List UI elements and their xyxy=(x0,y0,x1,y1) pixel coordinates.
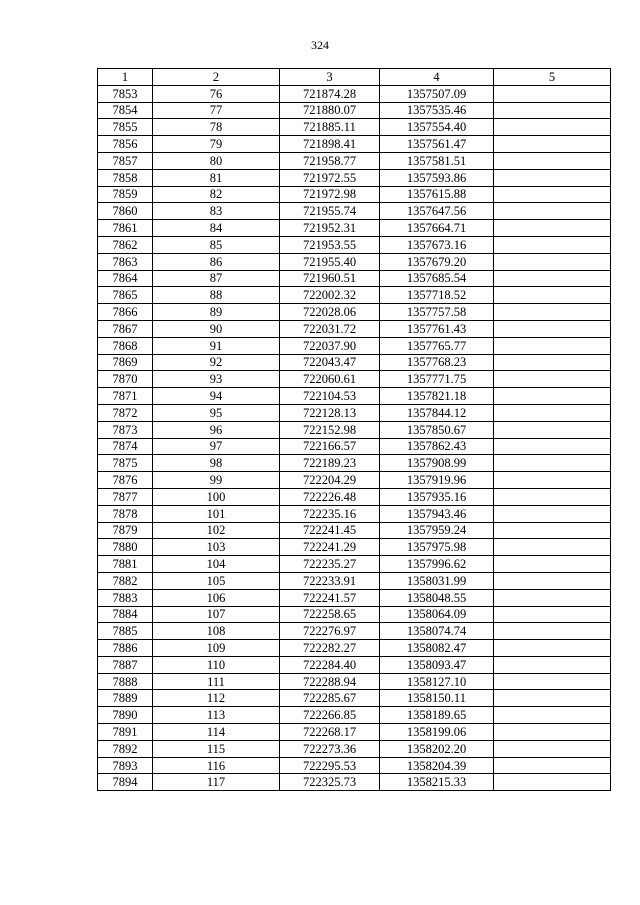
point-number-cell: 82 xyxy=(153,186,280,203)
note-cell xyxy=(494,220,611,237)
row-number-cell: 7877 xyxy=(98,488,153,505)
x-coordinate-cell: 721874.28 xyxy=(280,85,380,102)
point-number-cell: 87 xyxy=(153,270,280,287)
point-number-cell: 95 xyxy=(153,404,280,421)
row-number-cell: 7865 xyxy=(98,287,153,304)
table-row xyxy=(98,253,611,270)
note-cell xyxy=(494,656,611,673)
table-row xyxy=(98,505,611,522)
row-number-cell: 7873 xyxy=(98,421,153,438)
x-coordinate-cell: 721953.55 xyxy=(280,236,380,253)
table-row xyxy=(98,421,611,438)
y-coordinate-cell: 1358127.10 xyxy=(380,673,494,690)
table-row xyxy=(98,757,611,774)
table-row xyxy=(98,740,611,757)
x-coordinate-cell: 721972.98 xyxy=(280,186,380,203)
table-row xyxy=(98,690,611,707)
point-number-cell: 92 xyxy=(153,354,280,371)
note-cell xyxy=(494,388,611,405)
row-number-cell: 7889 xyxy=(98,690,153,707)
row-number-cell: 7869 xyxy=(98,354,153,371)
x-coordinate-cell: 722282.27 xyxy=(280,640,380,657)
y-coordinate-cell: 1357535.46 xyxy=(380,102,494,119)
y-coordinate-cell: 1357844.12 xyxy=(380,404,494,421)
point-number-cell: 85 xyxy=(153,236,280,253)
note-cell xyxy=(494,455,611,472)
point-number-cell: 115 xyxy=(153,740,280,757)
y-coordinate-cell: 1358202.20 xyxy=(380,740,494,757)
point-number-cell: 80 xyxy=(153,152,280,169)
note-cell xyxy=(494,522,611,539)
x-coordinate-cell: 722273.36 xyxy=(280,740,380,757)
table-row xyxy=(98,270,611,287)
row-number-cell: 7857 xyxy=(98,152,153,169)
x-coordinate-cell: 722060.61 xyxy=(280,371,380,388)
point-number-cell: 109 xyxy=(153,640,280,657)
y-coordinate-cell: 1357593.86 xyxy=(380,169,494,186)
table-row xyxy=(98,152,611,169)
point-number-cell: 91 xyxy=(153,337,280,354)
table-row xyxy=(98,438,611,455)
table-row xyxy=(98,656,611,673)
y-coordinate-cell: 1358074.74 xyxy=(380,623,494,640)
row-number-cell: 7866 xyxy=(98,304,153,321)
coordinates-table xyxy=(97,68,611,791)
note-cell xyxy=(494,270,611,287)
x-coordinate-cell: 722325.73 xyxy=(280,774,380,791)
point-number-cell: 100 xyxy=(153,488,280,505)
note-cell xyxy=(494,102,611,119)
y-coordinate-cell: 1357554.40 xyxy=(380,119,494,136)
table-row xyxy=(98,186,611,203)
table-row xyxy=(98,85,611,102)
note-cell xyxy=(494,337,611,354)
point-number-cell: 88 xyxy=(153,287,280,304)
x-coordinate-cell: 722241.45 xyxy=(280,522,380,539)
note-cell xyxy=(494,421,611,438)
table-row xyxy=(98,455,611,472)
x-coordinate-cell: 722258.65 xyxy=(280,606,380,623)
y-coordinate-cell: 1358093.47 xyxy=(380,656,494,673)
x-coordinate-cell: 722241.29 xyxy=(280,539,380,556)
y-coordinate-cell: 1357935.16 xyxy=(380,488,494,505)
table-row xyxy=(98,640,611,657)
y-coordinate-cell: 1357761.43 xyxy=(380,320,494,337)
point-number-cell: 98 xyxy=(153,455,280,472)
y-coordinate-cell: 1358048.55 xyxy=(380,589,494,606)
point-number-cell: 111 xyxy=(153,673,280,690)
table-row xyxy=(98,136,611,153)
x-coordinate-cell: 722104.53 xyxy=(280,388,380,405)
note-cell xyxy=(494,505,611,522)
table-row xyxy=(98,203,611,220)
y-coordinate-cell: 1357765.77 xyxy=(380,337,494,354)
x-coordinate-cell: 721972.55 xyxy=(280,169,380,186)
point-number-cell: 113 xyxy=(153,707,280,724)
y-coordinate-cell: 1358082.47 xyxy=(380,640,494,657)
row-number-cell: 7876 xyxy=(98,472,153,489)
row-number-cell: 7868 xyxy=(98,337,153,354)
y-coordinate-cell: 1358199.06 xyxy=(380,724,494,741)
table-row xyxy=(98,102,611,119)
row-number-cell: 7891 xyxy=(98,724,153,741)
y-coordinate-cell: 1357685.54 xyxy=(380,270,494,287)
column-header-3: 3 xyxy=(280,69,380,86)
row-number-cell: 7864 xyxy=(98,270,153,287)
column-header-4: 4 xyxy=(380,69,494,86)
point-number-cell: 101 xyxy=(153,505,280,522)
row-number-cell: 7887 xyxy=(98,656,153,673)
note-cell xyxy=(494,539,611,556)
column-header-1: 1 xyxy=(98,69,153,86)
table-row xyxy=(98,724,611,741)
x-coordinate-cell: 722284.40 xyxy=(280,656,380,673)
y-coordinate-cell: 1357647.56 xyxy=(380,203,494,220)
y-coordinate-cell: 1357718.52 xyxy=(380,287,494,304)
table-row xyxy=(98,623,611,640)
note-cell xyxy=(494,287,611,304)
row-number-cell: 7856 xyxy=(98,136,153,153)
x-coordinate-cell: 722043.47 xyxy=(280,354,380,371)
point-number-cell: 77 xyxy=(153,102,280,119)
row-number-cell: 7858 xyxy=(98,169,153,186)
x-coordinate-cell: 721952.31 xyxy=(280,220,380,237)
x-coordinate-cell: 722241.57 xyxy=(280,589,380,606)
y-coordinate-cell: 1357862.43 xyxy=(380,438,494,455)
table-row xyxy=(98,371,611,388)
row-number-cell: 7879 xyxy=(98,522,153,539)
point-number-cell: 107 xyxy=(153,606,280,623)
point-number-cell: 78 xyxy=(153,119,280,136)
row-number-cell: 7875 xyxy=(98,455,153,472)
y-coordinate-cell: 1357615.88 xyxy=(380,186,494,203)
y-coordinate-cell: 1357943.46 xyxy=(380,505,494,522)
note-cell xyxy=(494,371,611,388)
row-number-cell: 7893 xyxy=(98,757,153,774)
note-cell xyxy=(494,304,611,321)
x-coordinate-cell: 722233.91 xyxy=(280,572,380,589)
row-number-cell: 7854 xyxy=(98,102,153,119)
y-coordinate-cell: 1357757.58 xyxy=(380,304,494,321)
table-row xyxy=(98,220,611,237)
row-number-cell: 7874 xyxy=(98,438,153,455)
x-coordinate-cell: 722204.29 xyxy=(280,472,380,489)
row-number-cell: 7861 xyxy=(98,220,153,237)
x-coordinate-cell: 722295.53 xyxy=(280,757,380,774)
x-coordinate-cell: 722166.57 xyxy=(280,438,380,455)
y-coordinate-cell: 1357908.99 xyxy=(380,455,494,472)
point-number-cell: 76 xyxy=(153,85,280,102)
note-cell xyxy=(494,673,611,690)
x-coordinate-cell: 721958.77 xyxy=(280,152,380,169)
note-cell xyxy=(494,690,611,707)
point-number-cell: 90 xyxy=(153,320,280,337)
point-number-cell: 104 xyxy=(153,556,280,573)
table-row xyxy=(98,488,611,505)
x-coordinate-cell: 721955.40 xyxy=(280,253,380,270)
y-coordinate-cell: 1357664.71 xyxy=(380,220,494,237)
row-number-cell: 7870 xyxy=(98,371,153,388)
page-number: 324 xyxy=(311,38,329,52)
note-cell xyxy=(494,152,611,169)
y-coordinate-cell: 1357996.62 xyxy=(380,556,494,573)
row-number-cell: 7880 xyxy=(98,539,153,556)
y-coordinate-cell: 1357919.96 xyxy=(380,472,494,489)
table-body xyxy=(98,85,611,790)
table-row xyxy=(98,606,611,623)
y-coordinate-cell: 1357768.23 xyxy=(380,354,494,371)
table-row xyxy=(98,539,611,556)
x-coordinate-cell: 721880.07 xyxy=(280,102,380,119)
row-number-cell: 7853 xyxy=(98,85,153,102)
note-cell xyxy=(494,253,611,270)
note-cell xyxy=(494,119,611,136)
x-coordinate-cell: 722037.90 xyxy=(280,337,380,354)
note-cell xyxy=(494,707,611,724)
x-coordinate-cell: 722031.72 xyxy=(280,320,380,337)
point-number-cell: 79 xyxy=(153,136,280,153)
row-number-cell: 7881 xyxy=(98,556,153,573)
x-coordinate-cell: 722189.23 xyxy=(280,455,380,472)
note-cell xyxy=(494,556,611,573)
y-coordinate-cell: 1357959.24 xyxy=(380,522,494,539)
x-coordinate-cell: 722226.48 xyxy=(280,488,380,505)
x-coordinate-cell: 722152.98 xyxy=(280,421,380,438)
note-cell xyxy=(494,606,611,623)
table-row xyxy=(98,119,611,136)
row-number-cell: 7859 xyxy=(98,186,153,203)
table-row xyxy=(98,337,611,354)
table-row xyxy=(98,169,611,186)
note-cell xyxy=(494,774,611,791)
note-cell xyxy=(494,169,611,186)
y-coordinate-cell: 1357581.51 xyxy=(380,152,494,169)
y-coordinate-cell: 1358215.33 xyxy=(380,774,494,791)
y-coordinate-cell: 1357673.16 xyxy=(380,236,494,253)
point-number-cell: 93 xyxy=(153,371,280,388)
x-coordinate-cell: 722028.06 xyxy=(280,304,380,321)
point-number-cell: 108 xyxy=(153,623,280,640)
row-number-cell: 7862 xyxy=(98,236,153,253)
table-row xyxy=(98,707,611,724)
table-row xyxy=(98,354,611,371)
note-cell xyxy=(494,236,611,253)
point-number-cell: 114 xyxy=(153,724,280,741)
row-number-cell: 7863 xyxy=(98,253,153,270)
y-coordinate-cell: 1357771.75 xyxy=(380,371,494,388)
row-number-cell: 7860 xyxy=(98,203,153,220)
point-number-cell: 97 xyxy=(153,438,280,455)
y-coordinate-cell: 1358064.09 xyxy=(380,606,494,623)
x-coordinate-cell: 722266.85 xyxy=(280,707,380,724)
row-number-cell: 7884 xyxy=(98,606,153,623)
x-coordinate-cell: 722276.97 xyxy=(280,623,380,640)
y-coordinate-cell: 1357561.47 xyxy=(380,136,494,153)
note-cell xyxy=(494,757,611,774)
note-cell xyxy=(494,572,611,589)
table-row xyxy=(98,287,611,304)
table-row xyxy=(98,304,611,321)
x-coordinate-cell: 722288.94 xyxy=(280,673,380,690)
point-number-cell: 117 xyxy=(153,774,280,791)
x-coordinate-cell: 722285.67 xyxy=(280,690,380,707)
table-row xyxy=(98,774,611,791)
column-header-5: 5 xyxy=(494,69,611,86)
row-number-cell: 7883 xyxy=(98,589,153,606)
note-cell xyxy=(494,740,611,757)
note-cell xyxy=(494,640,611,657)
table-row xyxy=(98,673,611,690)
row-number-cell: 7871 xyxy=(98,388,153,405)
table-row xyxy=(98,572,611,589)
row-number-cell: 7886 xyxy=(98,640,153,657)
table-row xyxy=(98,320,611,337)
x-coordinate-cell: 721885.11 xyxy=(280,119,380,136)
point-number-cell: 81 xyxy=(153,169,280,186)
y-coordinate-cell: 1358189.65 xyxy=(380,707,494,724)
row-number-cell: 7867 xyxy=(98,320,153,337)
x-coordinate-cell: 722235.27 xyxy=(280,556,380,573)
point-number-cell: 102 xyxy=(153,522,280,539)
note-cell xyxy=(494,404,611,421)
note-cell xyxy=(494,85,611,102)
row-number-cell: 7890 xyxy=(98,707,153,724)
point-number-cell: 86 xyxy=(153,253,280,270)
y-coordinate-cell: 1357507.09 xyxy=(380,85,494,102)
point-number-cell: 83 xyxy=(153,203,280,220)
y-coordinate-cell: 1357679.20 xyxy=(380,253,494,270)
point-number-cell: 106 xyxy=(153,589,280,606)
row-number-cell: 7855 xyxy=(98,119,153,136)
point-number-cell: 89 xyxy=(153,304,280,321)
table-header-row xyxy=(98,69,611,86)
table-row xyxy=(98,472,611,489)
table-row xyxy=(98,522,611,539)
note-cell xyxy=(494,320,611,337)
note-cell xyxy=(494,589,611,606)
x-coordinate-cell: 722002.32 xyxy=(280,287,380,304)
row-number-cell: 7885 xyxy=(98,623,153,640)
point-number-cell: 116 xyxy=(153,757,280,774)
table-row xyxy=(98,556,611,573)
y-coordinate-cell: 1357850.67 xyxy=(380,421,494,438)
point-number-cell: 84 xyxy=(153,220,280,237)
note-cell xyxy=(494,724,611,741)
table-row xyxy=(98,589,611,606)
note-cell xyxy=(494,472,611,489)
point-number-cell: 96 xyxy=(153,421,280,438)
row-number-cell: 7878 xyxy=(98,505,153,522)
note-cell xyxy=(494,203,611,220)
note-cell xyxy=(494,623,611,640)
y-coordinate-cell: 1358150.11 xyxy=(380,690,494,707)
note-cell xyxy=(494,136,611,153)
note-cell xyxy=(494,488,611,505)
point-number-cell: 99 xyxy=(153,472,280,489)
note-cell xyxy=(494,438,611,455)
x-coordinate-cell: 721898.41 xyxy=(280,136,380,153)
x-coordinate-cell: 722235.16 xyxy=(280,505,380,522)
x-coordinate-cell: 721955.74 xyxy=(280,203,380,220)
x-coordinate-cell: 722128.13 xyxy=(280,404,380,421)
x-coordinate-cell: 721960.51 xyxy=(280,270,380,287)
table-row xyxy=(98,404,611,421)
y-coordinate-cell: 1358031.99 xyxy=(380,572,494,589)
note-cell xyxy=(494,354,611,371)
row-number-cell: 7872 xyxy=(98,404,153,421)
y-coordinate-cell: 1357821.18 xyxy=(380,388,494,405)
row-number-cell: 7892 xyxy=(98,740,153,757)
row-number-cell: 7894 xyxy=(98,774,153,791)
note-cell xyxy=(494,186,611,203)
y-coordinate-cell: 1358204.39 xyxy=(380,757,494,774)
point-number-cell: 94 xyxy=(153,388,280,405)
column-header-2: 2 xyxy=(153,69,280,86)
x-coordinate-cell: 722268.17 xyxy=(280,724,380,741)
point-number-cell: 103 xyxy=(153,539,280,556)
row-number-cell: 7888 xyxy=(98,673,153,690)
y-coordinate-cell: 1357975.98 xyxy=(380,539,494,556)
table-row xyxy=(98,388,611,405)
point-number-cell: 110 xyxy=(153,656,280,673)
point-number-cell: 112 xyxy=(153,690,280,707)
table-row xyxy=(98,236,611,253)
point-number-cell: 105 xyxy=(153,572,280,589)
row-number-cell: 7882 xyxy=(98,572,153,589)
